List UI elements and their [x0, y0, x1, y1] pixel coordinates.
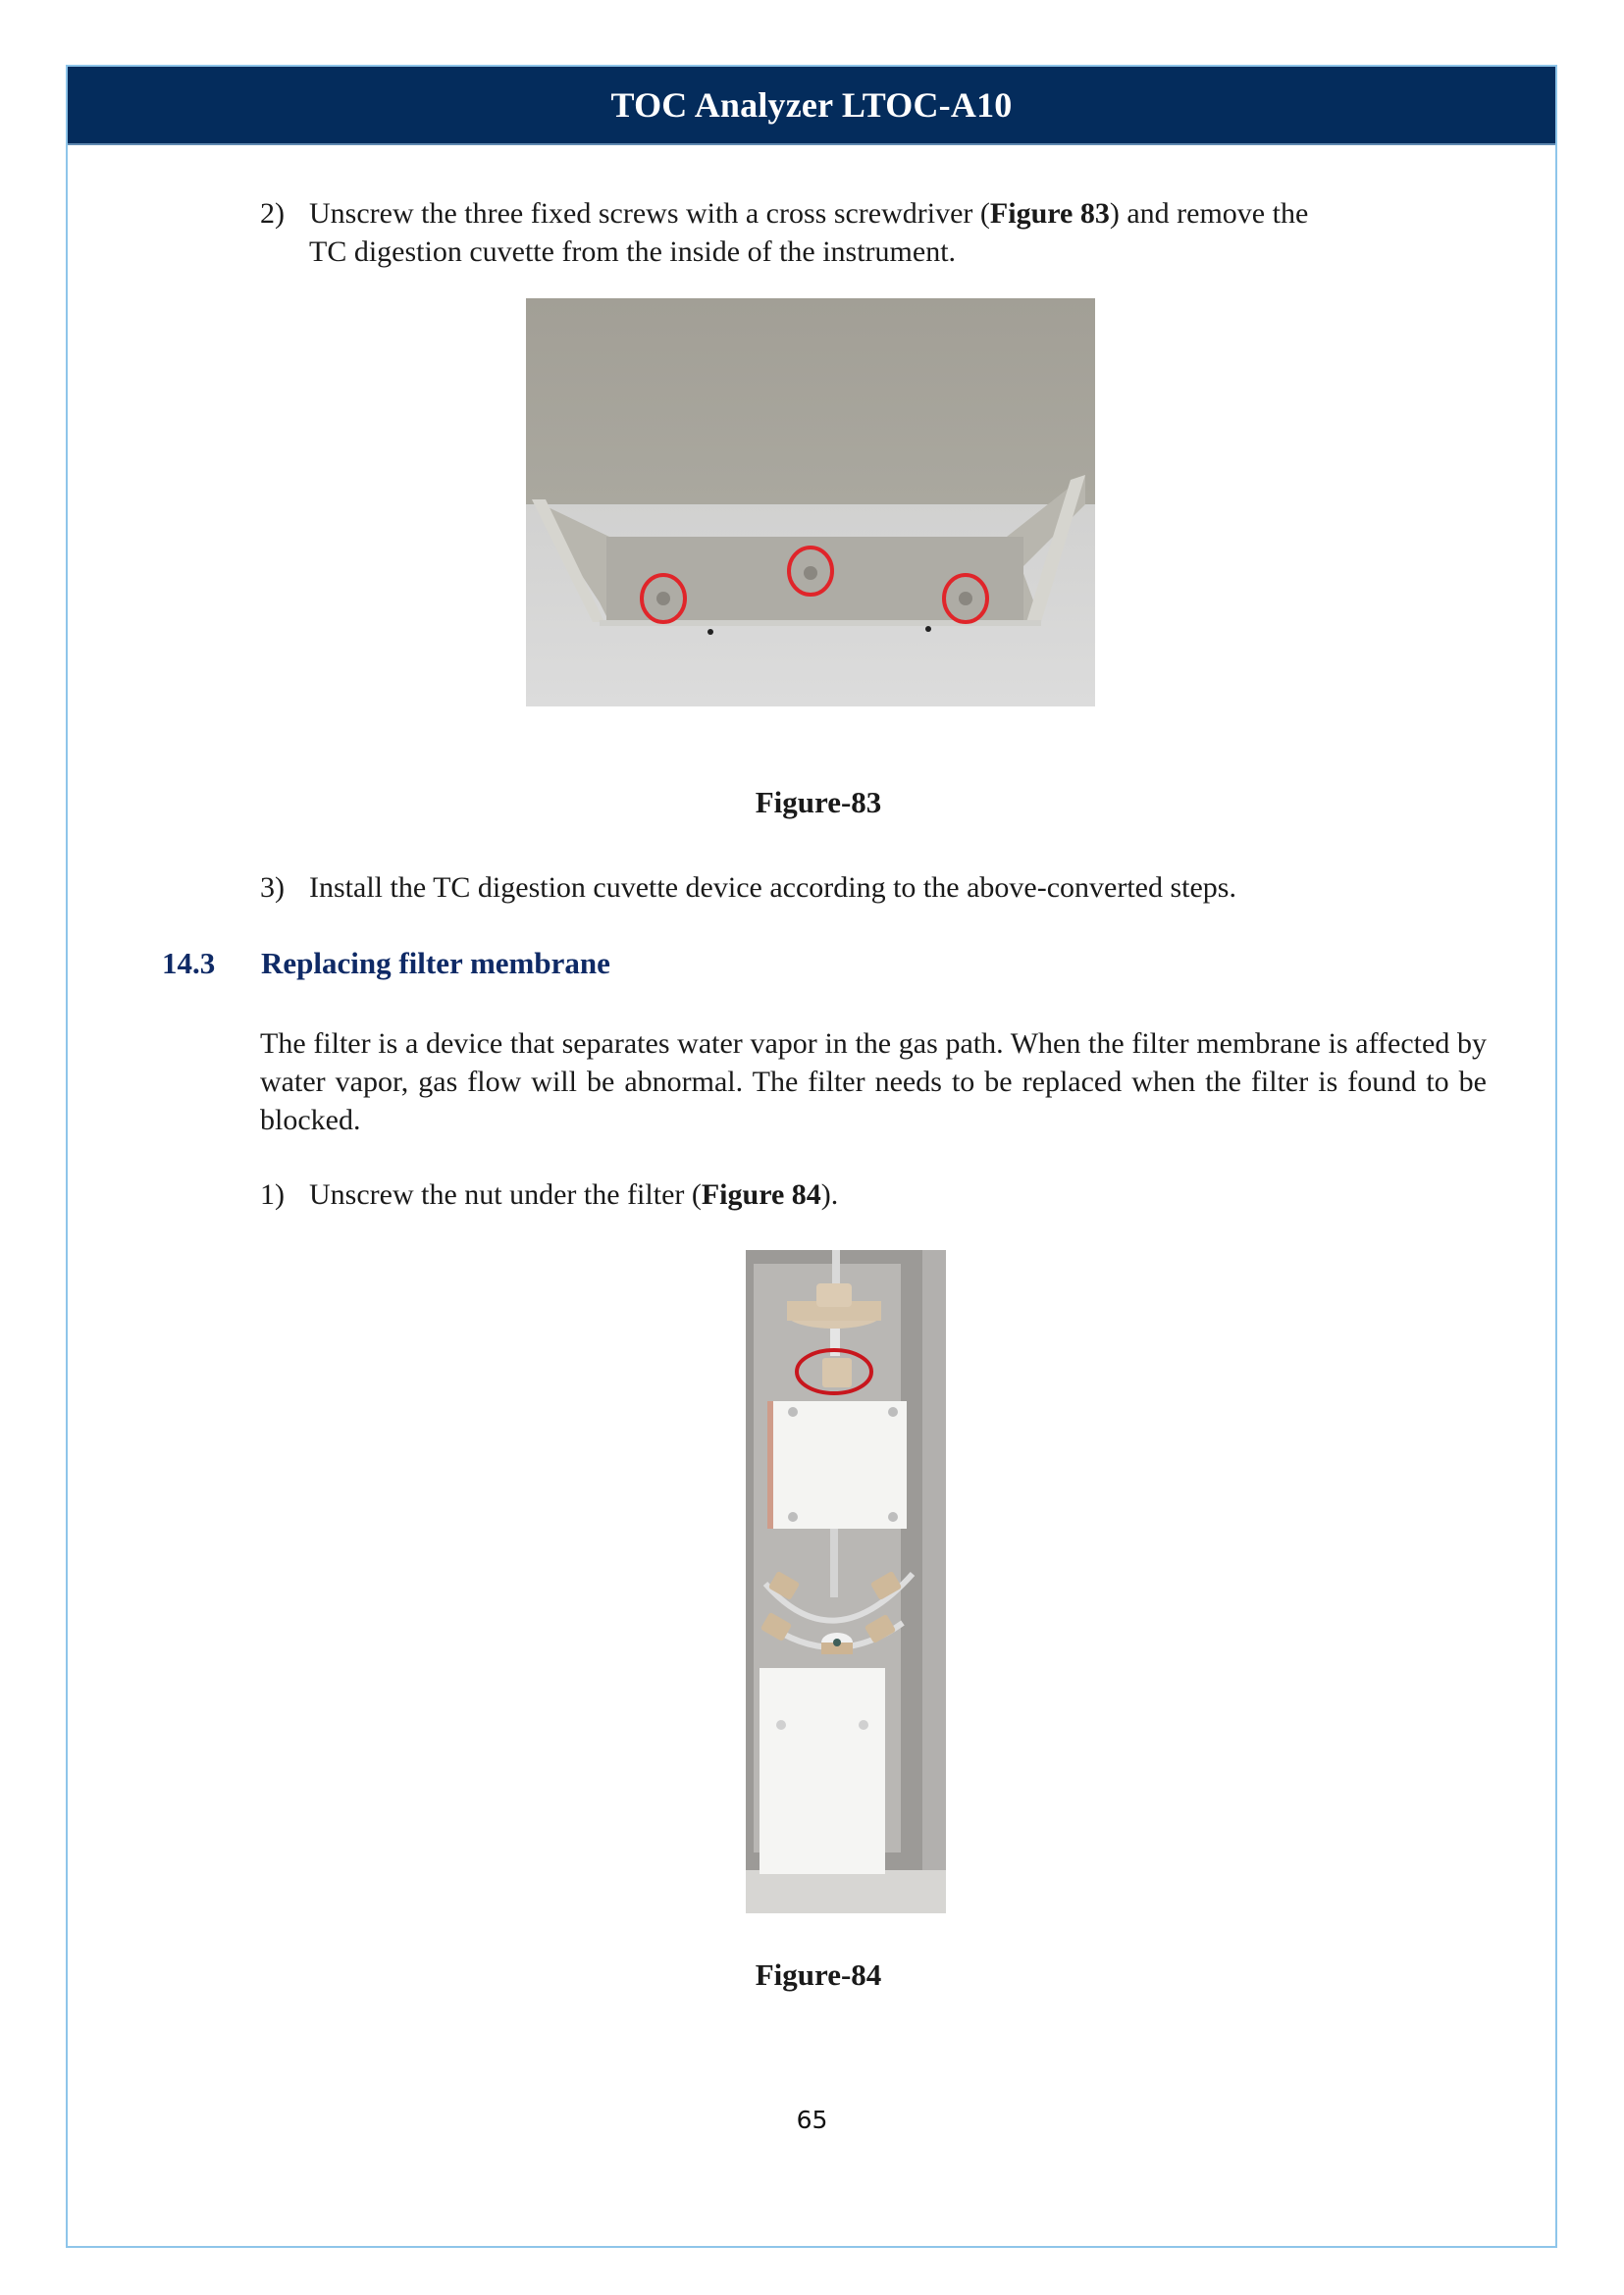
step-1-filter — [260, 1175, 1496, 1214]
figure-reference: Figure 84 — [701, 1178, 821, 1211]
body-paragraph: The filter is a device that separates water vapor in the gas path. When the filter membrane is affected by water vapor, gas flow will be abnormal. The filter needs to be replaced when the filter is found to be blocked. — [260, 1027, 1487, 1136]
figure-84-caption: Figure-84 — [755, 1957, 882, 1992]
page-number: 65 — [796, 2106, 828, 2134]
step-text: Unscrew the nut under the filter (Figure 84). — [309, 1178, 839, 1211]
step-number: 3) — [260, 871, 285, 904]
step-text: Install the TC digestion cuvette device according to the above-converted steps. — [309, 871, 1236, 904]
document-header — [68, 67, 1555, 145]
step-number: 1) — [260, 1178, 285, 1211]
step-2 — [260, 194, 1496, 271]
step-3 — [260, 868, 1496, 907]
section-heading — [162, 946, 610, 981]
figure-reference: Figure 83 — [989, 197, 1110, 230]
figure-83-caption: Figure-83 — [755, 785, 882, 819]
section-number: 14.3 — [162, 946, 216, 980]
header-title: TOC Analyzer LTOC-A10 — [610, 85, 1013, 125]
step-text: Unscrew the three fixed screws with a cross screwdriver (Figure 83) and remove the TC digestion cuvette from the inside of the instrument. — [309, 197, 1309, 268]
figure-84-image — [746, 1250, 946, 1913]
figure-83-image — [526, 298, 1095, 706]
section-title: Replacing filter membrane — [261, 946, 610, 980]
step-number: 2) — [260, 197, 285, 230]
